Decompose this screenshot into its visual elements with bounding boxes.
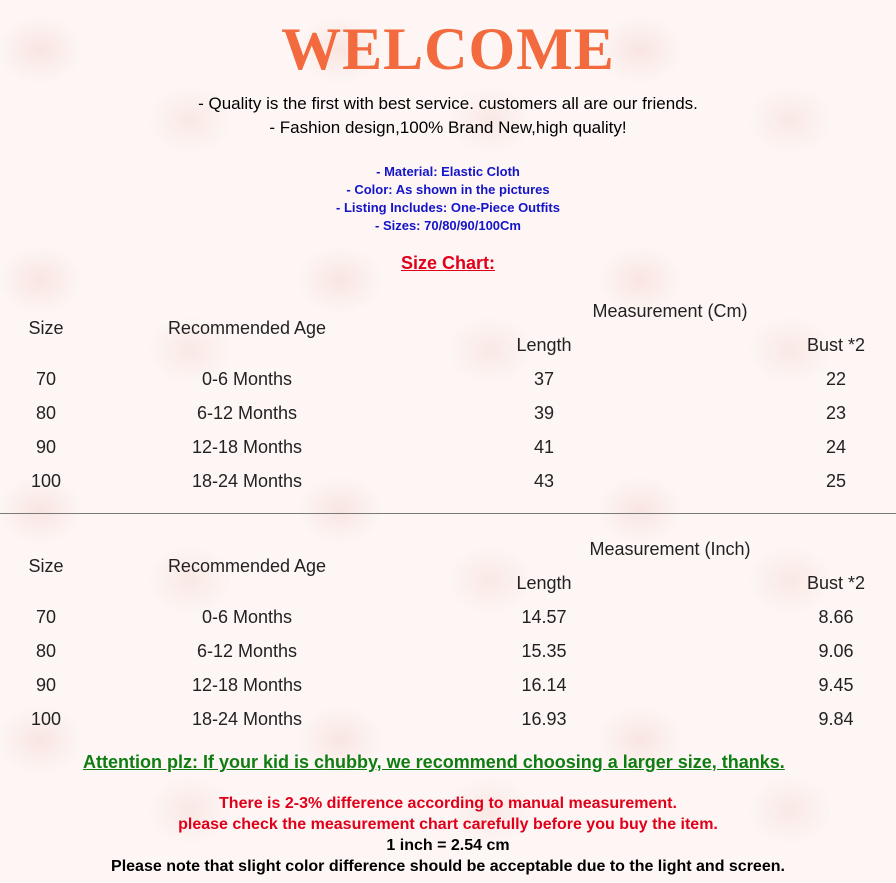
cell-length: 15.35 xyxy=(521,641,567,661)
header-bust: Bust *2 xyxy=(806,335,866,355)
cell-bust: 24 xyxy=(825,437,847,457)
cell-size: 100 xyxy=(30,471,62,491)
header-length: Length xyxy=(516,573,572,593)
cell-length: 37 xyxy=(533,369,555,389)
spec-material: - Material: Elastic Cloth xyxy=(376,164,520,179)
cell-length: 16.14 xyxy=(521,675,567,695)
page-title: WELCOME xyxy=(281,16,615,82)
cell-age: 6-12 Months xyxy=(196,403,298,423)
cell-size: 90 xyxy=(35,437,57,457)
cell-bust: 25 xyxy=(825,471,847,491)
cell-bust: 23 xyxy=(825,403,847,423)
cell-size: 80 xyxy=(35,641,57,661)
cell-age: 18-24 Months xyxy=(191,471,303,491)
attention-note: Attention plz: If your kid is chubby, we recommend choosing a larger size, thanks. xyxy=(83,752,785,772)
cell-length: 14.57 xyxy=(521,607,567,627)
spec-sizes: - Sizes: 70/80/90/100Cm xyxy=(375,218,521,233)
intro-line-2: - Fashion design,100% Brand New,high quality! xyxy=(269,118,627,137)
cell-size: 70 xyxy=(35,607,57,627)
table-divider xyxy=(0,513,896,514)
cell-age: 0-6 Months xyxy=(201,369,293,389)
cell-bust: 9.06 xyxy=(818,641,854,661)
color-difference-note: Please note that slight color difference should be acceptable due to the light and screen. xyxy=(111,858,785,875)
cell-bust: 9.45 xyxy=(818,675,854,695)
cell-bust: 8.66 xyxy=(818,607,854,627)
header-length: Length xyxy=(516,335,572,355)
cell-age: 6-12 Months xyxy=(196,641,298,661)
cell-size: 90 xyxy=(35,675,57,695)
cell-age: 18-24 Months xyxy=(191,709,303,729)
cell-age: 12-18 Months xyxy=(191,675,303,695)
header-measurement: Measurement (Cm) xyxy=(592,301,748,321)
header-measurement: Measurement (Inch) xyxy=(589,539,751,559)
header-age: Recommended Age xyxy=(167,318,327,338)
cell-bust: 9.84 xyxy=(818,709,854,729)
cell-bust: 22 xyxy=(825,369,847,389)
cell-age: 0-6 Months xyxy=(201,607,293,627)
header-bust: Bust *2 xyxy=(806,573,866,593)
cell-age: 12-18 Months xyxy=(191,437,303,457)
measurement-difference-note: There is 2-3% difference according to manual measurement. xyxy=(219,795,677,812)
cell-size: 80 xyxy=(35,403,57,423)
header-size: Size xyxy=(28,318,64,338)
inch-conversion-note: 1 inch = 2.54 cm xyxy=(386,837,510,854)
cell-size: 100 xyxy=(30,709,62,729)
spec-color: - Color: As shown in the pictures xyxy=(346,182,550,197)
size-chart-title: Size Chart: xyxy=(400,253,496,273)
header-size: Size xyxy=(28,556,64,576)
header-age: Recommended Age xyxy=(167,556,327,576)
intro-line-1: - Quality is the first with best service. customers all are our friends. xyxy=(198,94,698,113)
check-chart-note: please check the measurement chart carefully before you buy the item. xyxy=(178,816,718,833)
spec-listing: - Listing Includes: One-Piece Outfits xyxy=(336,200,560,215)
cell-size: 70 xyxy=(35,369,57,389)
cell-length: 16.93 xyxy=(521,709,567,729)
cell-length: 43 xyxy=(533,471,555,491)
cell-length: 39 xyxy=(533,403,555,423)
cell-length: 41 xyxy=(533,437,555,457)
